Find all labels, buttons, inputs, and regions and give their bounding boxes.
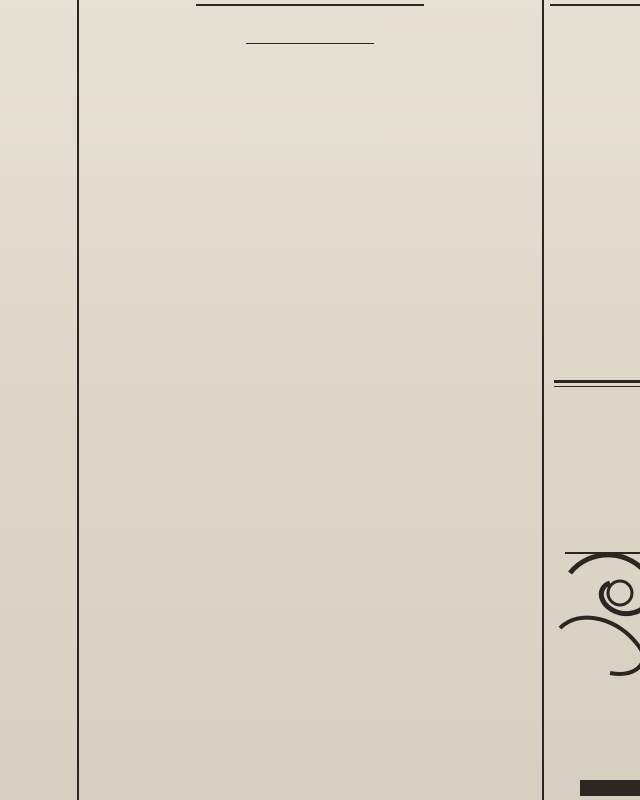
left-column-fragment [0,0,72,800]
headline-rule [246,43,374,44]
article-headline [86,15,534,39]
article-separator-rule [196,4,424,6]
main-article-column [86,0,534,800]
column-rule [77,0,79,800]
advertisement-illustration [550,378,640,800]
right-column-rule [550,4,640,6]
column-rule [542,0,544,800]
advert-frame [550,378,640,800]
